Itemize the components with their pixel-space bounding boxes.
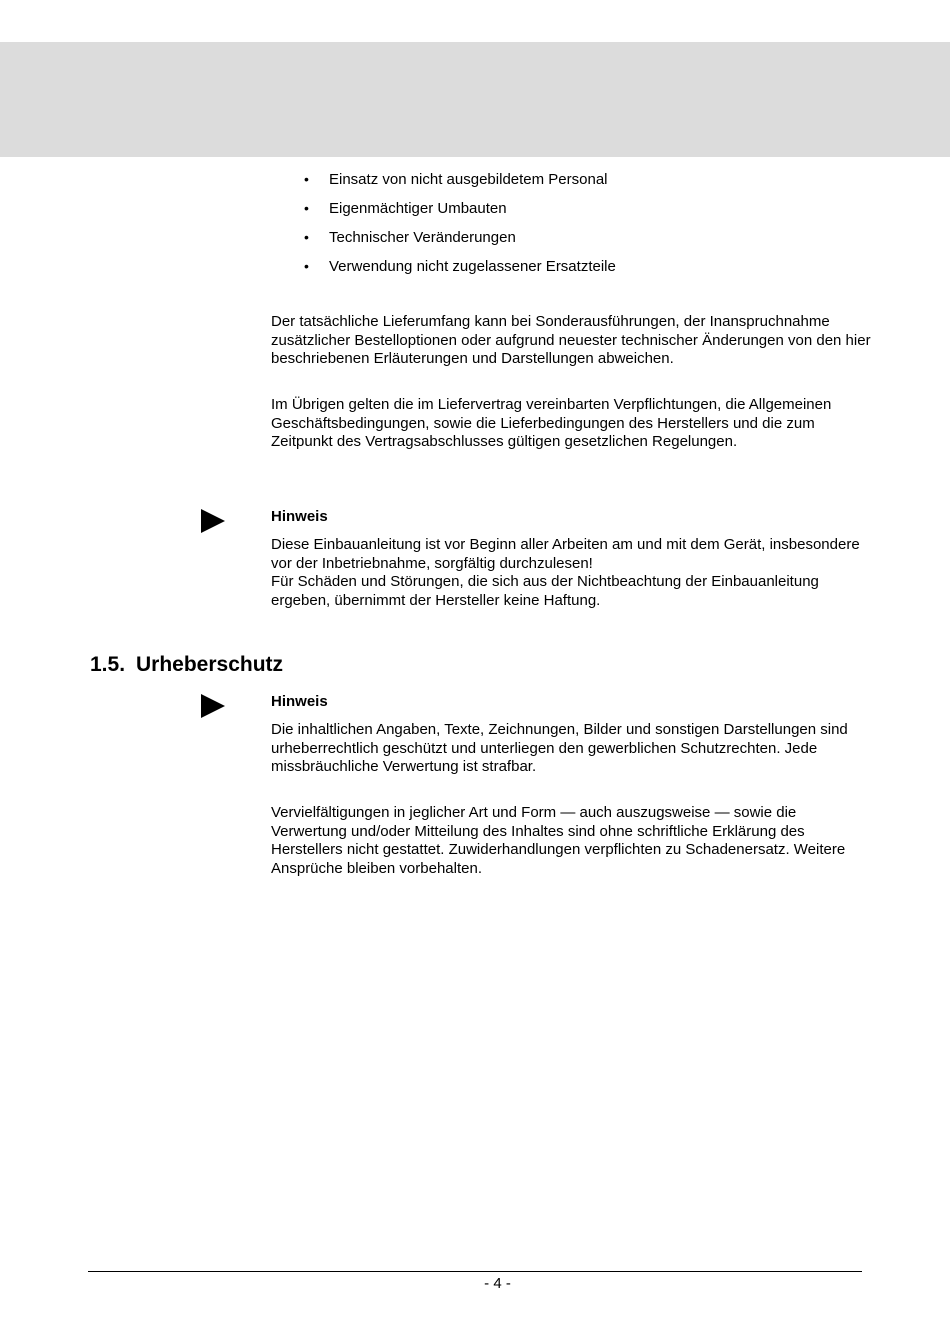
copyright-paragraph: Vervielfältigungen in jeglicher Art und Form — auch auszugsweise — sowie die Verwertung und/oder Mitteilung des Inhaltes sind ohne schriftliche Erklärung des Herstellers nicht gestattet. Zuwiderhandlungen verpflichten zu Schadenersatz. Weitere Ansprüche bleiben vorbehalten.: [271, 804, 846, 877]
note-title: Hinweis: [271, 508, 328, 525]
page-number: - 4 -: [484, 1275, 511, 1292]
header-band: [0, 42, 950, 157]
note-body: [271, 536, 871, 610]
note-title: Hinweis: [271, 693, 328, 710]
bullet-icon: •: [304, 171, 309, 187]
bullet-icon: •: [304, 258, 309, 274]
list-item-text: Einsatz von nicht ausgebildetem Personal: [329, 171, 608, 188]
list-item-text: Eigenmächtiger Umbauten: [329, 200, 507, 217]
bullet-icon: •: [304, 229, 309, 245]
footer-divider: [88, 1271, 862, 1272]
note-line: Diese Einbauanleitung ist vor Beginn aller Arbeiten am und mit dem Gerät, insbesondere vor der Inbetriebnahme, sorgfältig durchzulesen!: [271, 536, 860, 572]
note-line: Für Schäden und Störungen, die sich aus der Nichtbeachtung der Einbauanleitung ergeben, übernimmt der Hersteller keine Haftung.: [271, 573, 819, 609]
bullet-icon: •: [304, 200, 309, 216]
list-item: [300, 256, 616, 285]
note-arrow-icon: [201, 694, 225, 718]
delivery-scope-paragraph: Der tatsächliche Lieferumfang kann bei Sonderausführungen, der Inanspruchnahme zusätzlicher Bestelloptionen oder aufgrund neuester technischer Änderungen von den hier beschriebenen Erläuterungen und Darstellungen abweichen.: [271, 313, 871, 367]
copyright-note-body: Die inhaltlichen Angaben, Texte, Zeichnungen, Bilder und sonstigen Darstellungen sind urheberrechtlich geschützt und unterliegen den gewerblichen Schutzrechten. Jede missbräuchliche Verwertung ist strafbar.: [271, 721, 848, 775]
note-arrow-icon: [201, 509, 225, 533]
list-item: [300, 227, 616, 256]
list-item: [300, 169, 616, 198]
bullet-list: [300, 169, 616, 285]
list-item-text: Technischer Veränderungen: [329, 229, 516, 246]
obligations-paragraph: Im Übrigen gelten die im Liefervertrag vereinbarten Verpflichtungen, die Allgemeinen Geschäftsbedingungen, sowie die Lieferbedingungen des Herstellers und die zum Zeitpunkt des Vertragsabschlusses gültigen gesetzlichen Regelungen.: [271, 396, 832, 450]
section-heading: [90, 652, 283, 678]
list-item-text: Verwendung nicht zugelassener Ersatzteile: [329, 258, 616, 275]
list-item: [300, 198, 616, 227]
section-number: 1.5.: [90, 653, 126, 676]
section-title: Urheberschutz: [136, 653, 284, 676]
